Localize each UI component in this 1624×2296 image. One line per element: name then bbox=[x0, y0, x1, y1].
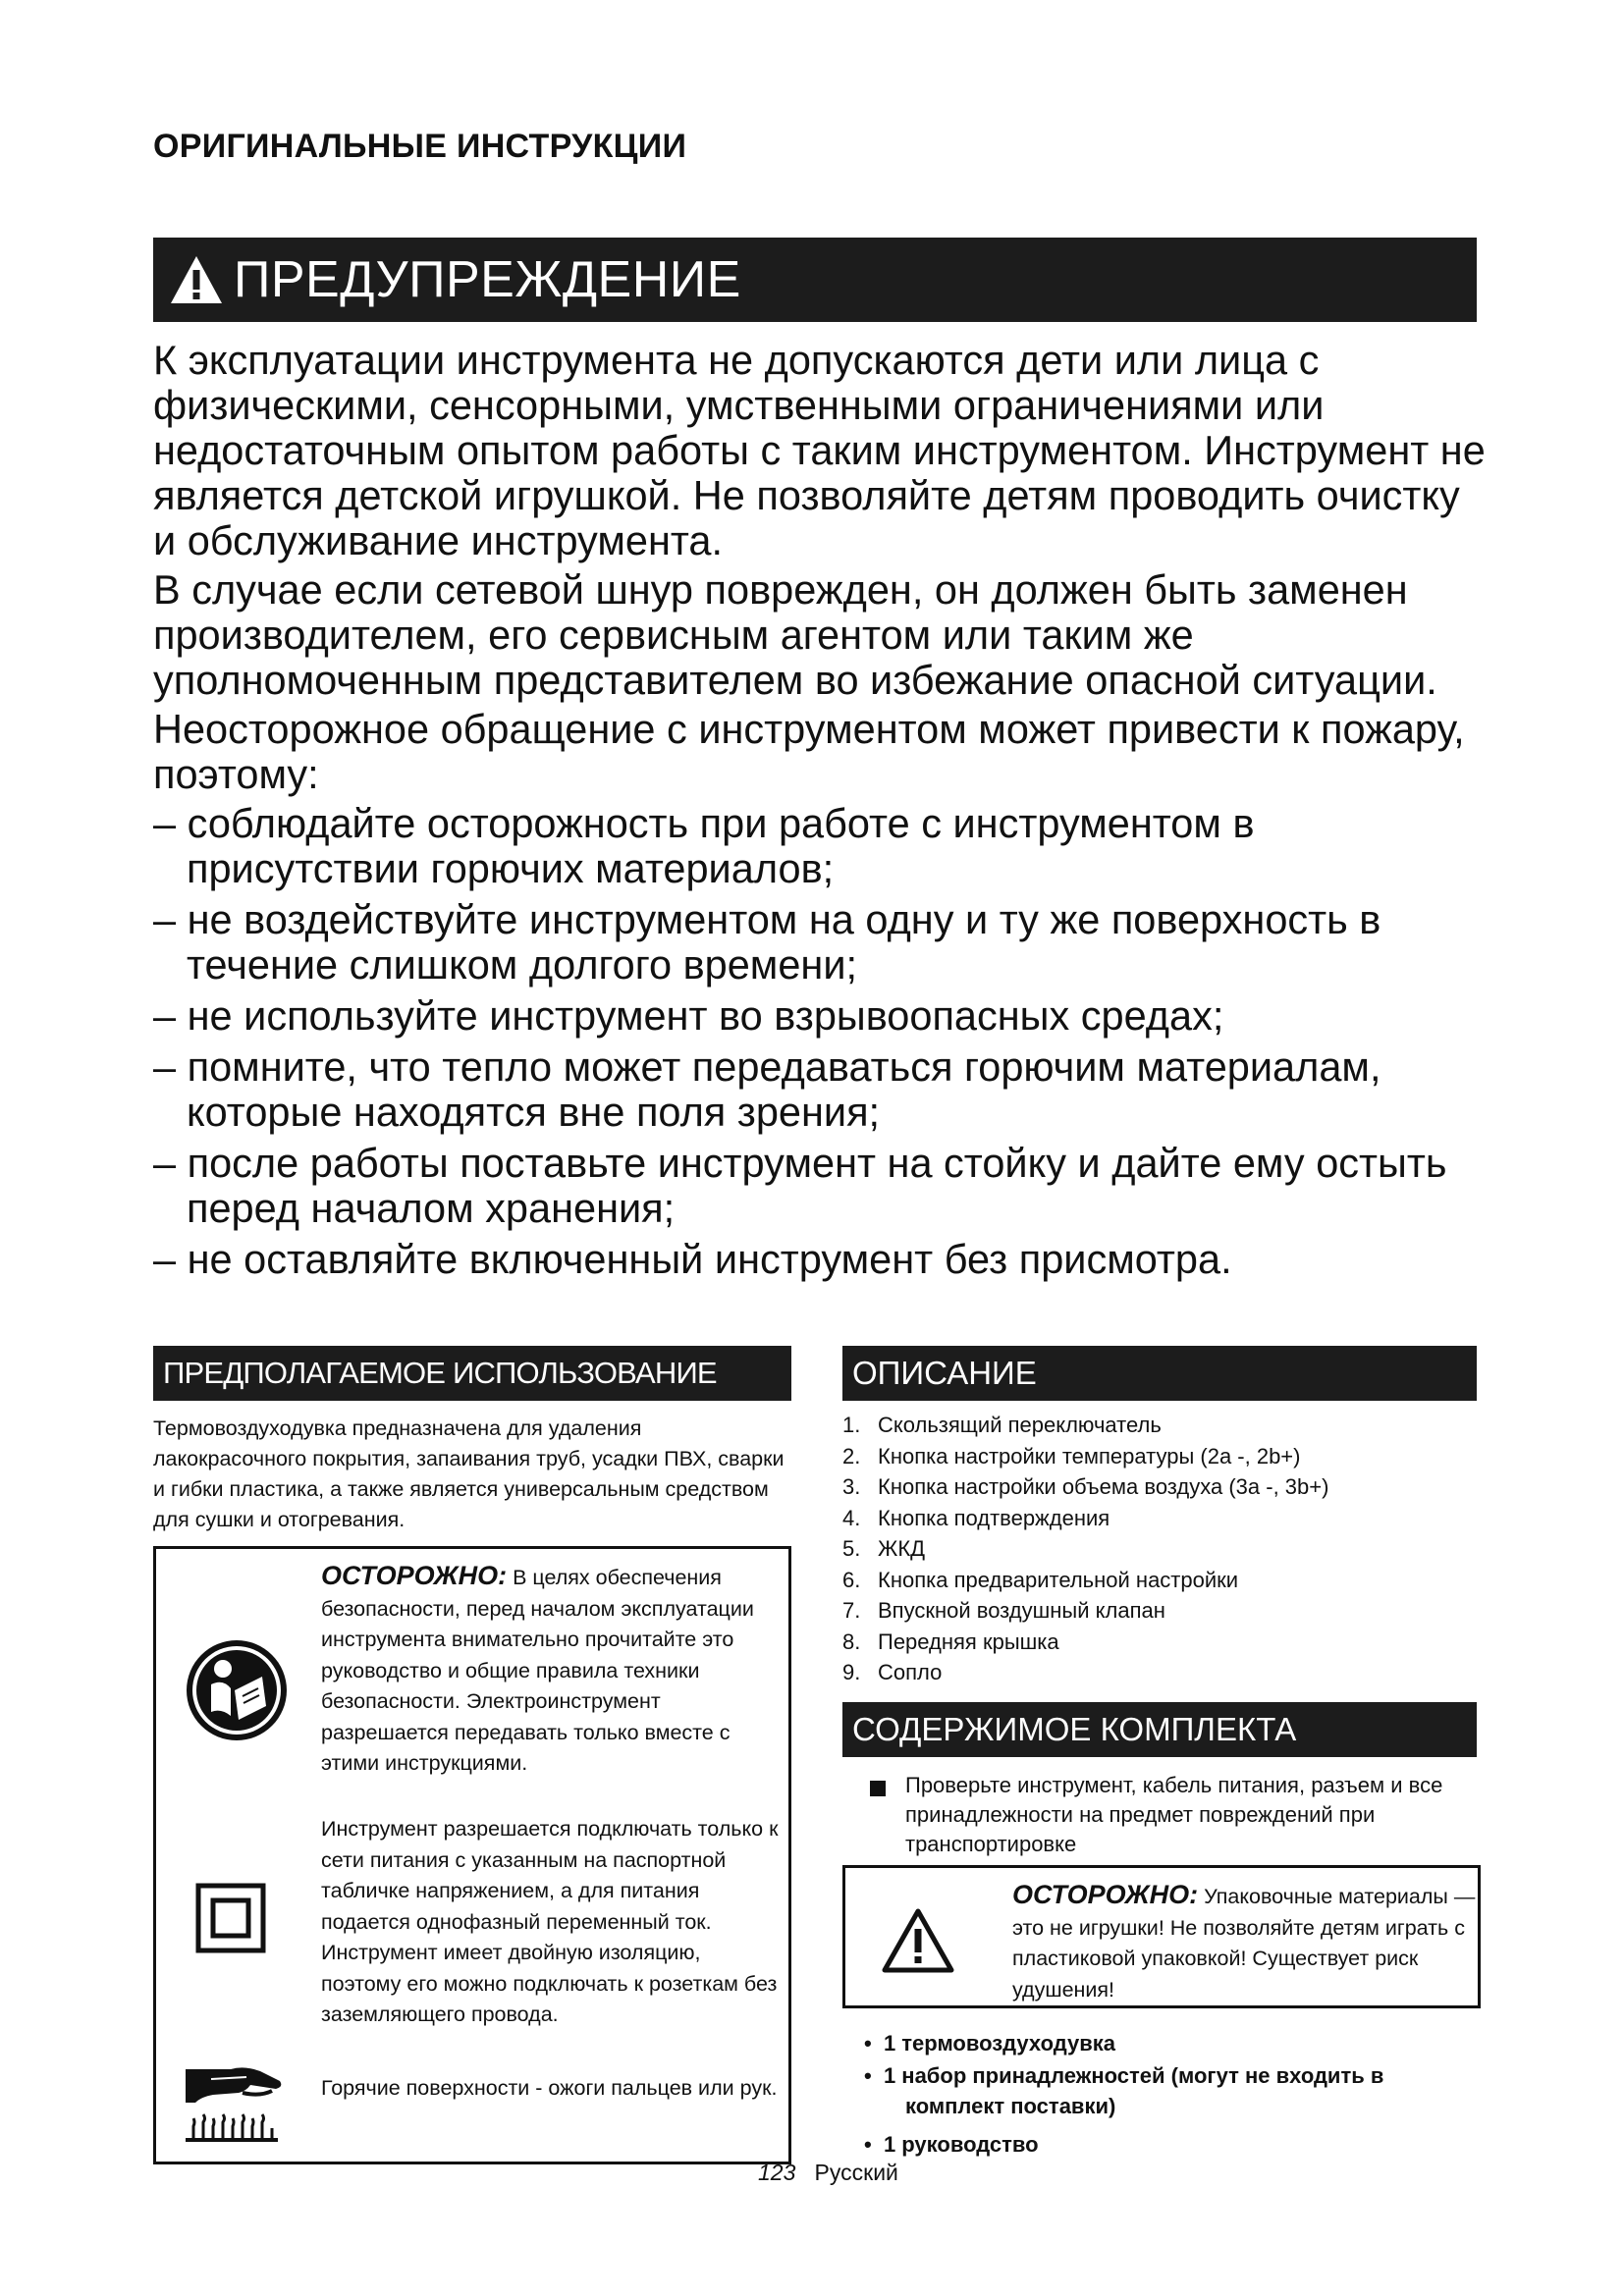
warning-bullet: – не оставляйте включенный инструмент без присмотра. bbox=[153, 1236, 1232, 1282]
list-item: 7. Впускной воздушный клапан bbox=[842, 1598, 1165, 1623]
list-item: 2. Кнопка настройки температуры (2a -, 2b+) bbox=[842, 1443, 1301, 1468]
intended-use-text: Термовоздуходувка предназначена для удаления лакокрасочного покрытия, запаивания труб, усадки ПВХ, сварки и гибки пластика, а также является универсальным средством для сушки и отогревания. bbox=[153, 1416, 785, 1531]
caution-text: В целях обеспечения безопасности, перед началом эксплуатации инструмента внимательно прочитайте это руководство и общие правила техники безопасности. Электроинструмент разрешается передавать только вместе с этими инструкциями. bbox=[321, 1566, 754, 1775]
packaging-caution-text bbox=[1012, 1880, 1476, 2005]
description-list bbox=[842, 1410, 1481, 1688]
double-insulation-icon bbox=[195, 1883, 266, 1953]
intended-use-heading: ПРЕДПОЛАГАЕМОЕ ИСПОЛЬЗОВАНИЕ bbox=[153, 1346, 791, 1401]
read-manual-icon bbox=[184, 1637, 290, 1743]
double-insulation-text: Инструмент разрешается подключать только к сети питания с указанным на паспортной табличке напряжением, а для питания подается однофазный переменный ток. Инструмент имеет двойную изоляцию, поэтому его можно подключать к розеткам без заземляющего провода. bbox=[321, 1817, 779, 2026]
page-footer bbox=[758, 2160, 898, 2186]
kit-list bbox=[842, 2028, 1471, 2160]
list-item: • 1 термовоздуходувка bbox=[864, 2031, 1115, 2056]
description-heading: ОПИСАНИЕ bbox=[842, 1346, 1477, 1401]
warning-body bbox=[153, 338, 1493, 1282]
warning-triangle-icon bbox=[881, 1907, 955, 1974]
document-title: ОРИГИНАЛЬНЫЕ ИНСТРУКЦИИ bbox=[153, 128, 687, 165]
warning-paragraph: К эксплуатации инструмента не допускаются дети или лица с физическими, сенсорными, умственными ограничениями или недостаточным опытом работы с таким инструментом. Инструмент не является детской игрушкой. Не позволяйте детям проводить очистку и обслуживание инструмента. bbox=[153, 337, 1486, 563]
caution-label: ОСТОРОЖНО: bbox=[321, 1561, 508, 1590]
packaging-caution-box bbox=[842, 1865, 1481, 2008]
caution-text: Упаковочные материалы — это не игрушки! Не позволяйте детям играть с пластиковой упаковкой! Существует риск удушения! bbox=[1012, 1885, 1476, 2002]
safety-caution-text bbox=[321, 1561, 783, 1780]
warning-bullet: – не воздействуйте инструментом на одну и ту же поверхность в течение слишком долгого времени; bbox=[153, 896, 1381, 988]
warning-paragraph: В случае если сетевой шнур поврежден, он должен быть заменен производителем, его сервисным агентом или таким же уполномоченным представителем во избежание опасной ситуации. bbox=[153, 566, 1437, 703]
warning-triangle-icon bbox=[169, 252, 224, 307]
list-item: 1. Скользящий переключатель bbox=[842, 1413, 1162, 1437]
list-item: 3. Кнопка настройки объема воздуха (3a -, 3b+) bbox=[842, 1474, 1329, 1499]
contents-check-text: Проверьте инструмент, кабель питания, разъем и все принадлежности на предмет повреждений при транспортировке bbox=[905, 1773, 1443, 1856]
warning-bullet: – не используйте инструмент во взрывоопасных средах; bbox=[153, 992, 1224, 1039]
list-item: 5. ЖКД bbox=[842, 1536, 926, 1561]
footer-language: Русский bbox=[814, 2160, 898, 2185]
list-item: 8. Передняя крышка bbox=[842, 1629, 1059, 1654]
hot-surface-text: Горячие поверхности - ожоги пальцев или рук. bbox=[321, 2076, 778, 2100]
warning-bullet: – помните, что тепло может передаваться горючим материалам, которые находятся вне поля зрения; bbox=[153, 1043, 1381, 1135]
list-item: • 1 руководство bbox=[864, 2132, 1039, 2157]
warning-bullet: – соблюдайте осторожность при работе с инструментом в присутствии горючих материалов; bbox=[153, 800, 1255, 891]
list-item: 4. Кнопка подтверждения bbox=[842, 1505, 1110, 1530]
hot-surface-icon bbox=[182, 2057, 284, 2144]
safety-info-box bbox=[153, 1546, 791, 2164]
list-item: • 1 набор принадлежностей (могут не входить в комплект поставки) bbox=[864, 2063, 1384, 2118]
warning-banner bbox=[153, 238, 1477, 322]
square-bullet-icon bbox=[870, 1781, 886, 1796]
caution-label: ОСТОРОЖНО: bbox=[1012, 1880, 1199, 1909]
list-item: 9. Сопло bbox=[842, 1660, 943, 1684]
contents-heading: СОДЕРЖИМОЕ КОМПЛЕКТА bbox=[842, 1702, 1477, 1757]
page-number: 123 bbox=[758, 2160, 796, 2185]
list-item: 6. Кнопка предварительной настройки bbox=[842, 1567, 1239, 1592]
warning-heading: ПРЕДУПРЕЖДЕНИЕ bbox=[234, 251, 741, 308]
warning-paragraph: Неосторожное обращение с инструментом может привести к пожару, поэтому: bbox=[153, 706, 1465, 797]
warning-bullet: – после работы поставьте инструмент на стойку и дайте ему остыть перед началом хранения; bbox=[153, 1140, 1447, 1231]
